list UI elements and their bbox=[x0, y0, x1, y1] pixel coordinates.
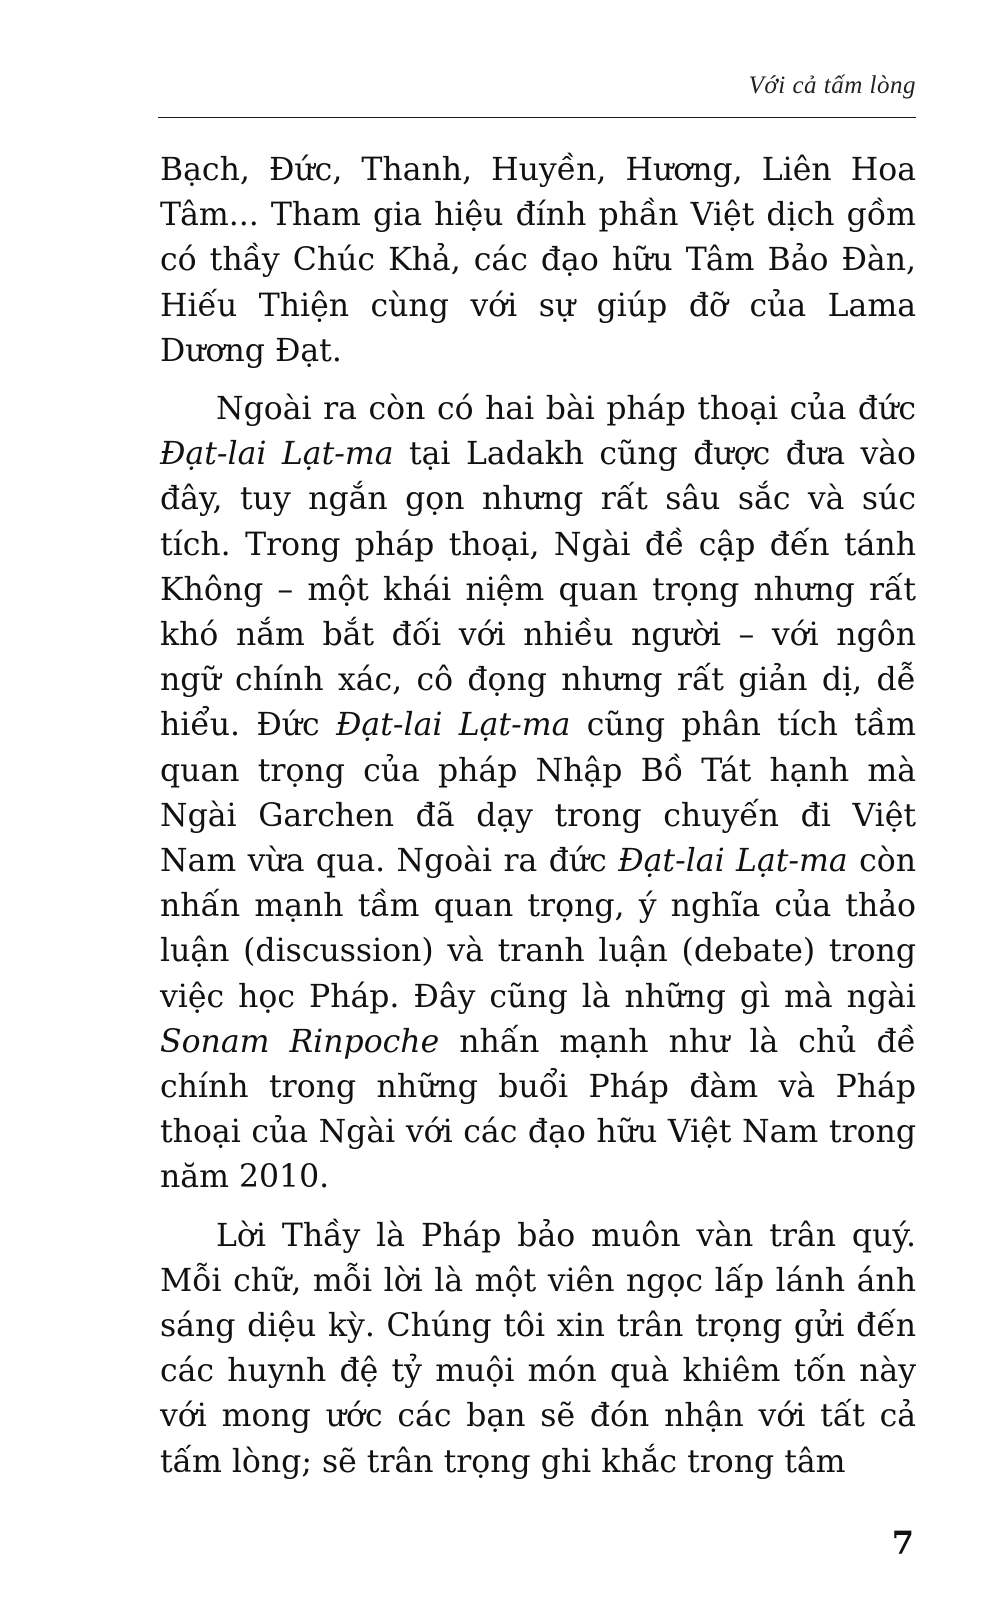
italic-name: Sonam Rinpoche bbox=[160, 1023, 440, 1060]
italic-name: Đạt-lai Lạt-ma bbox=[160, 436, 394, 473]
header-rule bbox=[158, 117, 916, 118]
italic-name: Đạt-lai Lạt-ma bbox=[618, 843, 848, 880]
paragraph-3 bbox=[160, 1214, 916, 1485]
running-head: Với cả tấm lòng bbox=[748, 72, 916, 99]
text-segment: tại Ladakh cũng được đưa vào đây, tuy ngắn gọn nhưng rất sâu sắc và súc tích. Trong pháp thoại, Ngài đề cập đến tánh Không – một khái niệm quan trọng nhưng rất khó nắm bắt đối với nhiều người – với ngôn ngữ chính xác, cô đọng nhưng rất giản dị, dễ hiểu. Đức bbox=[160, 436, 916, 744]
text-segment: còn nhấn mạnh tầm quan trọng, ý nghĩa của thảo luận (discussion) và tranh luận (debate) trong việc học Pháp. Đây cũng là những gì mà ngài bbox=[160, 843, 916, 1015]
paragraph-2 bbox=[160, 387, 916, 1201]
italic-name: Đạt-lai Lạt-ma bbox=[336, 707, 571, 744]
page-number: 7 bbox=[891, 1524, 914, 1562]
text-segment: Ngoài ra còn có hai bài pháp thoại của đức bbox=[216, 391, 916, 428]
text-segment: Bạch, Đức, Thanh, Huyền, Hương, Liên Hoa Tâm... Tham gia hiệu đính phần Việt dịch gồm có thầy Chúc Khả, các đạo hữu Tâm Bảo Đàn, Hiếu Thiện cùng với sự giúp đỡ của Lama Dương Đạt. bbox=[160, 152, 916, 369]
body-text bbox=[160, 148, 916, 1485]
text-segment: Lời Thầy là Pháp bảo muôn vàn trân quý. Mỗi chữ, mỗi lời là một viên ngọc lấp lánh ánh sáng diệu kỳ. Chúng tôi xin trân trọng gửi đến các huynh đệ tỷ muội món quà khiêm tốn này với mong ước các bạn sẽ đón nhận với tất cả tấm lòng; sẽ trân trọng ghi khắc trong tâm bbox=[160, 1217, 916, 1480]
paragraph-1 bbox=[160, 148, 916, 374]
text-segment: nhấn mạnh như là chủ đề chính trong những buổi Pháp đàm và Pháp thoại của Ngài với các đạo hữu Việt Nam trong năm 2010. bbox=[160, 1023, 916, 1196]
text-segment: cũng phân tích tầm quan trọng của pháp Nhập Bồ Tát hạnh mà Ngài Garchen đã dạy trong chuyến đi Việt Nam vừa qua. Ngoài ra đức bbox=[160, 707, 916, 880]
